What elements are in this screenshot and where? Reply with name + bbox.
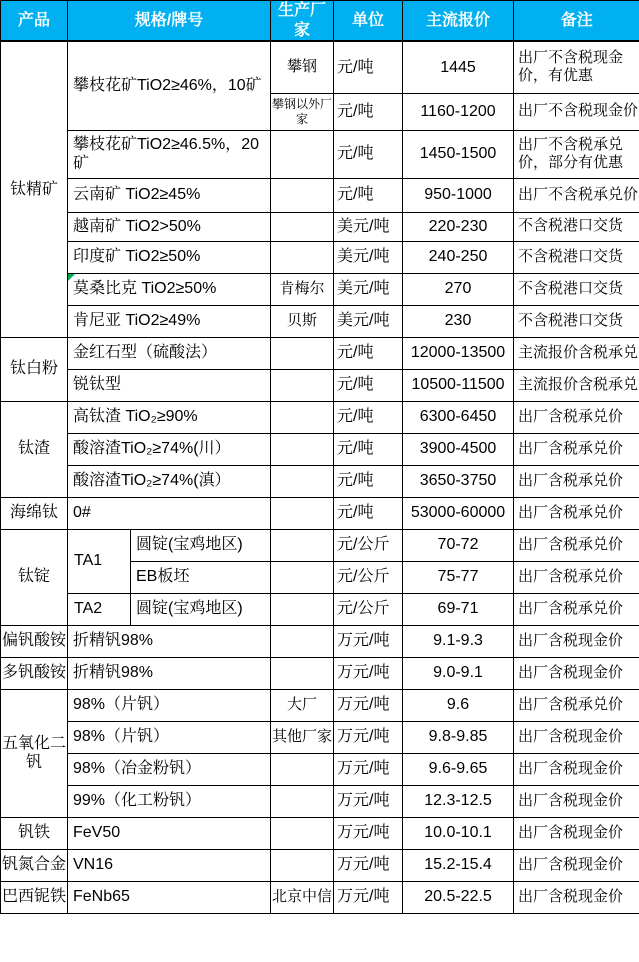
header-unit: 单位 bbox=[334, 1, 403, 42]
note-cell: 出厂含税承兑价 bbox=[514, 497, 639, 529]
spec-cell: 98%（片钒） bbox=[68, 689, 271, 721]
price-cell: 950-1000 bbox=[403, 178, 514, 212]
price-cell: 1160-1200 bbox=[403, 93, 514, 130]
manufacturer-cell: 攀钢 bbox=[271, 41, 334, 93]
grade-cell: TA2 bbox=[68, 593, 131, 625]
unit-cell: 万元/吨 bbox=[334, 817, 403, 849]
manufacturer-cell bbox=[271, 529, 334, 561]
unit-cell: 元/吨 bbox=[334, 497, 403, 529]
manufacturer-cell bbox=[271, 465, 334, 497]
table-row bbox=[1, 721, 639, 753]
manufacturer-cell bbox=[271, 369, 334, 401]
product-cell: 钒铁 bbox=[1, 817, 68, 849]
note-cell: 出厂含税现金价 bbox=[514, 785, 639, 817]
manufacturer-cell bbox=[271, 849, 334, 881]
spec-cell: 金红石型（硫酸法） bbox=[68, 337, 271, 369]
manufacturer-cell bbox=[271, 817, 334, 849]
price-cell: 53000-60000 bbox=[403, 497, 514, 529]
manufacturer-cell: 贝斯 bbox=[271, 305, 334, 337]
price-cell: 9.8-9.85 bbox=[403, 721, 514, 753]
note-cell: 主流报价含税承兑 bbox=[514, 337, 639, 369]
unit-cell: 万元/吨 bbox=[334, 881, 403, 913]
note-cell: 出厂含税承兑价 bbox=[514, 689, 639, 721]
table-row bbox=[1, 337, 639, 369]
price-cell: 10.0-10.1 bbox=[403, 817, 514, 849]
note-cell: 出厂不含税承兑价，部分有优惠 bbox=[514, 130, 639, 178]
comment-flag-icon bbox=[68, 274, 75, 281]
price-cell: 1450-1500 bbox=[403, 130, 514, 178]
grade-cell: TA1 bbox=[68, 529, 131, 593]
spec-cell: 圆锭(宝鸡地区) bbox=[131, 593, 271, 625]
spec-cell: 酸溶渣TiO₂≥74%(滇） bbox=[68, 465, 271, 497]
spec-cell: FeNb65 bbox=[68, 881, 271, 913]
price-cell: 270 bbox=[403, 273, 514, 305]
price-cell: 15.2-15.4 bbox=[403, 849, 514, 881]
price-cell: 9.6-9.65 bbox=[403, 753, 514, 785]
spec-cell: 98%（冶金粉钒） bbox=[68, 753, 271, 785]
unit-cell: 元/公斤 bbox=[334, 529, 403, 561]
header-product: 产品 bbox=[1, 1, 68, 42]
note-cell: 出厂含税承兑价 bbox=[514, 561, 639, 593]
header-note: 备注 bbox=[514, 1, 639, 42]
price-cell: 9.0-9.1 bbox=[403, 657, 514, 689]
table-row bbox=[1, 849, 639, 881]
unit-cell: 万元/吨 bbox=[334, 849, 403, 881]
header-price: 主流报价 bbox=[403, 1, 514, 42]
note-cell: 出厂含税现金价 bbox=[514, 817, 639, 849]
note-cell: 出厂含税现金价 bbox=[514, 721, 639, 753]
spec-cell: FeV50 bbox=[68, 817, 271, 849]
unit-cell: 美元/吨 bbox=[334, 273, 403, 305]
unit-cell: 元/公斤 bbox=[334, 593, 403, 625]
manufacturer-cell bbox=[271, 130, 334, 178]
table-row bbox=[1, 785, 639, 817]
price-cell: 6300-6450 bbox=[403, 401, 514, 433]
table-row bbox=[1, 465, 639, 497]
unit-cell: 万元/吨 bbox=[334, 625, 403, 657]
spec-cell: 攀枝花矿TiO2≥46.5%，20矿 bbox=[68, 130, 271, 178]
price-cell: 75-77 bbox=[403, 561, 514, 593]
unit-cell: 元/吨 bbox=[334, 93, 403, 130]
manufacturer-cell bbox=[271, 178, 334, 212]
unit-cell: 元/吨 bbox=[334, 130, 403, 178]
note-cell: 出厂含税现金价 bbox=[514, 849, 639, 881]
manufacturer-cell: 其他厂家 bbox=[271, 721, 334, 753]
note-cell: 出厂含税现金价 bbox=[514, 753, 639, 785]
note-cell: 出厂含税承兑价 bbox=[514, 529, 639, 561]
price-cell: 10500-11500 bbox=[403, 369, 514, 401]
unit-cell: 元/吨 bbox=[334, 465, 403, 497]
manufacturer-cell: 攀钢以外厂家 bbox=[271, 93, 334, 130]
table-row bbox=[1, 657, 639, 689]
note-cell: 出厂含税现金价 bbox=[514, 657, 639, 689]
price-cell: 12000-13500 bbox=[403, 337, 514, 369]
spec-cell: EB板坯 bbox=[131, 561, 271, 593]
product-cell: 钛锭 bbox=[1, 529, 68, 625]
table-row bbox=[1, 881, 639, 913]
header-manufacturer: 生产厂家 bbox=[271, 1, 334, 42]
note-cell: 出厂不含税承兑价 bbox=[514, 178, 639, 212]
manufacturer-cell bbox=[271, 593, 334, 625]
table-row bbox=[1, 433, 639, 465]
spec-cell: 肯尼亚 TiO2≥49% bbox=[68, 305, 271, 337]
header-row bbox=[1, 1, 639, 42]
price-cell: 220-230 bbox=[403, 212, 514, 241]
manufacturer-cell bbox=[271, 497, 334, 529]
spec-cell: 云南矿 TiO2≥45% bbox=[68, 178, 271, 212]
price-cell: 1445 bbox=[403, 41, 514, 93]
note-cell: 出厂含税承兑价 bbox=[514, 401, 639, 433]
unit-cell: 万元/吨 bbox=[334, 785, 403, 817]
spec-cell: 折精钒98% bbox=[68, 657, 271, 689]
manufacturer-cell bbox=[271, 241, 334, 273]
price-cell: 20.5-22.5 bbox=[403, 881, 514, 913]
price-cell: 9.1-9.3 bbox=[403, 625, 514, 657]
manufacturer-cell: 北京中信 bbox=[271, 881, 334, 913]
spec-text: 莫桑比克 TiO2≥50% bbox=[73, 280, 217, 298]
spec-cell bbox=[68, 273, 271, 305]
spec-cell: 越南矿 TiO2>50% bbox=[68, 212, 271, 241]
table-row bbox=[1, 817, 639, 849]
product-cell: 偏钒酸铵 bbox=[1, 625, 68, 657]
spec-cell: 攀枝花矿TiO2≥46%，10矿 bbox=[68, 41, 271, 130]
spec-cell: VN16 bbox=[68, 849, 271, 881]
table-row bbox=[1, 689, 639, 721]
unit-cell: 万元/吨 bbox=[334, 657, 403, 689]
table-row bbox=[1, 41, 639, 93]
price-cell: 3900-4500 bbox=[403, 433, 514, 465]
unit-cell: 万元/吨 bbox=[334, 689, 403, 721]
table-row bbox=[1, 212, 639, 241]
price-cell: 69-71 bbox=[403, 593, 514, 625]
manufacturer-cell bbox=[271, 657, 334, 689]
table-row bbox=[1, 305, 639, 337]
product-cell: 钛白粉 bbox=[1, 337, 68, 401]
unit-cell: 元/吨 bbox=[334, 41, 403, 93]
product-cell: 钛渣 bbox=[1, 401, 68, 497]
spec-cell: 99%（化工粉钒） bbox=[68, 785, 271, 817]
manufacturer-cell bbox=[271, 753, 334, 785]
note-cell: 出厂不含税现金价，有优惠 bbox=[514, 41, 639, 93]
table-row bbox=[1, 369, 639, 401]
spec-cell: 0# bbox=[68, 497, 271, 529]
note-cell: 出厂含税现金价 bbox=[514, 881, 639, 913]
table-row bbox=[1, 241, 639, 273]
product-cell: 多钒酸铵 bbox=[1, 657, 68, 689]
spec-cell: 印度矿 TiO2≥50% bbox=[68, 241, 271, 273]
table-row bbox=[1, 497, 639, 529]
unit-cell: 元/吨 bbox=[334, 178, 403, 212]
manufacturer-cell bbox=[271, 212, 334, 241]
header-spec: 规格/牌号 bbox=[68, 1, 271, 42]
price-cell: 240-250 bbox=[403, 241, 514, 273]
product-cell: 海绵钛 bbox=[1, 497, 68, 529]
note-cell: 出厂不含税现金价 bbox=[514, 93, 639, 130]
manufacturer-cell: 肯梅尔 bbox=[271, 273, 334, 305]
table-row bbox=[1, 753, 639, 785]
manufacturer-cell bbox=[271, 625, 334, 657]
product-cell: 钒氮合金 bbox=[1, 849, 68, 881]
note-cell: 不含税港口交货 bbox=[514, 212, 639, 241]
product-cell: 五氧化二钒 bbox=[1, 689, 68, 817]
price-cell: 12.3-12.5 bbox=[403, 785, 514, 817]
spec-cell: 98%（片钒） bbox=[68, 721, 271, 753]
price-cell: 9.6 bbox=[403, 689, 514, 721]
spec-cell: 折精钒98% bbox=[68, 625, 271, 657]
spec-cell: 锐钛型 bbox=[68, 369, 271, 401]
unit-cell: 万元/吨 bbox=[334, 721, 403, 753]
manufacturer-cell bbox=[271, 785, 334, 817]
table-row bbox=[1, 593, 639, 625]
table-row bbox=[1, 401, 639, 433]
unit-cell: 美元/吨 bbox=[334, 241, 403, 273]
table-row bbox=[1, 273, 639, 305]
price-cell: 3650-3750 bbox=[403, 465, 514, 497]
table-row bbox=[1, 529, 639, 561]
spec-cell: 酸溶渣TiO₂≥74%(川） bbox=[68, 433, 271, 465]
table-row bbox=[1, 130, 639, 178]
manufacturer-cell bbox=[271, 561, 334, 593]
manufacturer-cell: 大厂 bbox=[271, 689, 334, 721]
unit-cell: 美元/吨 bbox=[334, 212, 403, 241]
manufacturer-cell bbox=[271, 401, 334, 433]
note-cell: 主流报价含税承兑 bbox=[514, 369, 639, 401]
note-cell: 出厂含税承兑价 bbox=[514, 465, 639, 497]
table-row bbox=[1, 178, 639, 212]
note-cell: 不含税港口交货 bbox=[514, 241, 639, 273]
unit-cell: 万元/吨 bbox=[334, 753, 403, 785]
unit-cell: 元/公斤 bbox=[334, 561, 403, 593]
spec-cell: 圆锭(宝鸡地区) bbox=[131, 529, 271, 561]
note-cell: 出厂含税现金价 bbox=[514, 625, 639, 657]
manufacturer-cell bbox=[271, 337, 334, 369]
note-cell: 出厂含税承兑价 bbox=[514, 433, 639, 465]
unit-cell: 元/吨 bbox=[334, 433, 403, 465]
price-cell: 230 bbox=[403, 305, 514, 337]
note-cell: 出厂含税承兑价 bbox=[514, 593, 639, 625]
unit-cell: 元/吨 bbox=[334, 337, 403, 369]
unit-cell: 元/吨 bbox=[334, 369, 403, 401]
product-cell: 巴西铌铁 bbox=[1, 881, 68, 913]
price-cell: 70-72 bbox=[403, 529, 514, 561]
note-cell: 不含税港口交货 bbox=[514, 305, 639, 337]
manufacturer-cell bbox=[271, 433, 334, 465]
product-cell: 钛精矿 bbox=[1, 41, 68, 337]
spec-cell: 高钛渣 TiO₂≥90% bbox=[68, 401, 271, 433]
unit-cell: 美元/吨 bbox=[334, 305, 403, 337]
note-cell: 不含税港口交货 bbox=[514, 273, 639, 305]
table-row bbox=[1, 625, 639, 657]
unit-cell: 元/吨 bbox=[334, 401, 403, 433]
